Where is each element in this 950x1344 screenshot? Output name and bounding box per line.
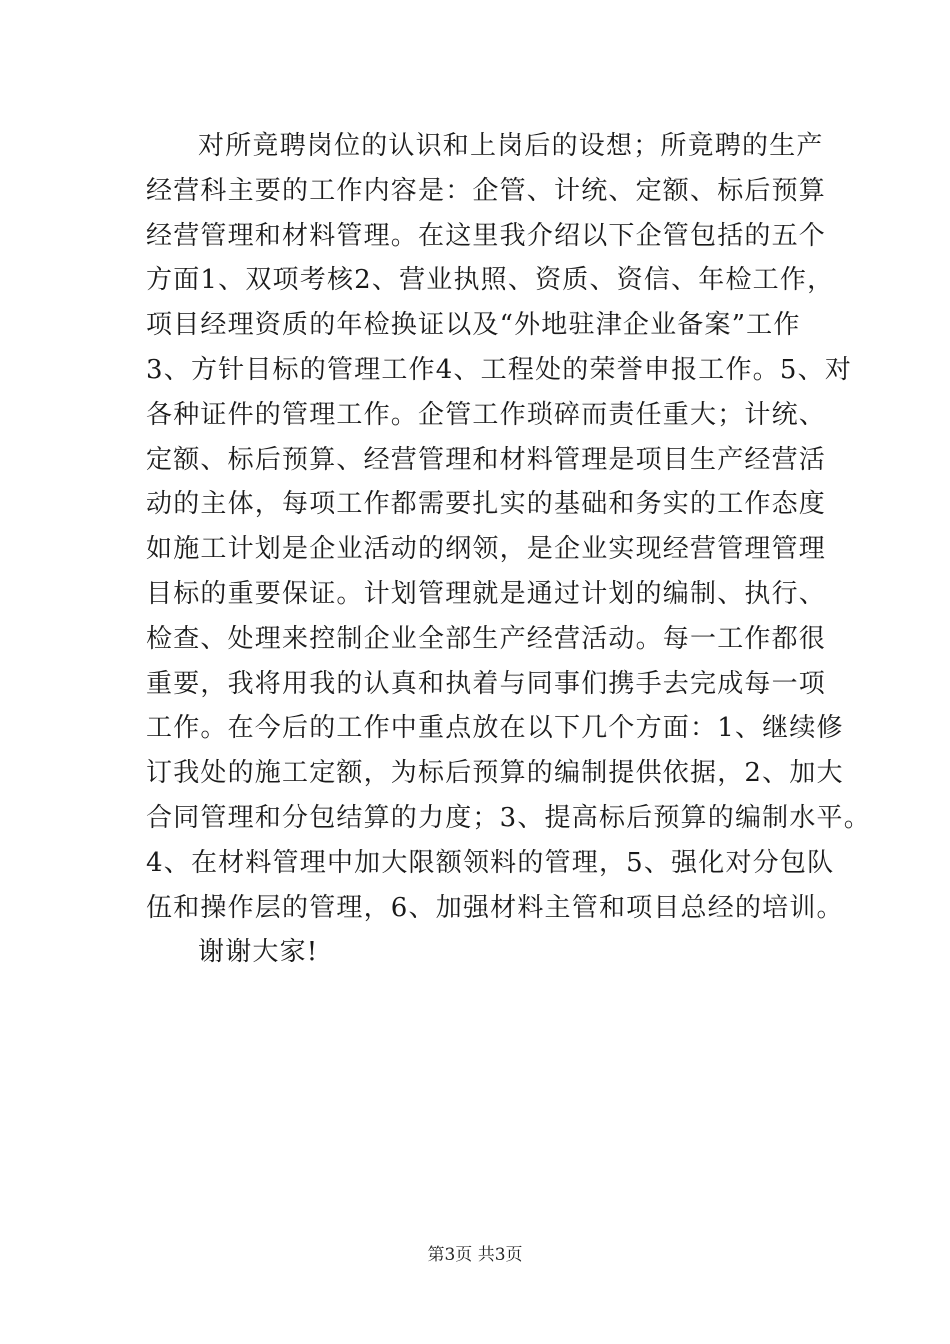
paragraph-line-16: 合同管理和分包结算的力度；3、提高标后预算的编制水平。: [146, 802, 871, 833]
paragraph-line-18: 伍和操作层的管理，6、加强材料主管和项目总经的培训。: [146, 892, 844, 923]
closing-line: 谢谢大家!: [198, 937, 319, 968]
page-number: 第3页 共3页: [427, 1245, 523, 1265]
paragraph-line-7: 各种证件的管理工作。企管工作琐碎而责任重大；计统、: [146, 399, 827, 430]
paragraph-line-10: 如施工计划是企业活动的纲领，是企业实现经营管理管理: [146, 534, 827, 565]
paragraph-line-5: 项目经理资质的年检换证以及“外地驻津企业备案”工作: [146, 310, 801, 341]
paragraph-line-14: 工作。在今后的工作中重点放在以下几个方面：1、继续修: [146, 713, 844, 744]
paragraph-line-6: 3、方针目标的管理工作4、工程处的荣誉申报工作。5、对: [146, 354, 853, 385]
paragraph-line-9: 动的主体，每项工作都需要扎实的基础和务实的工作态度: [146, 489, 827, 520]
paragraph-line-3: 经营管理和材料管理。在这里我介绍以下企管包括的五个: [146, 220, 827, 251]
paragraph-line-1: 对所竟聘岗位的认识和上岗后的设想；所竟聘的生产: [198, 131, 824, 161]
page-footer: [0, 1240, 950, 1265]
paragraph-line-11: 目标的重要保证。计划管理就是通过计划的编制、执行、: [146, 578, 827, 609]
paragraph-line-15: 订我处的施工定额，为标后预算的编制提供依据，2、加大: [146, 758, 844, 789]
body-text: [146, 124, 871, 975]
paragraph-line-8: 定额、标后预算、经营管理和材料管理是项目生产经营活: [146, 444, 827, 475]
paragraph-line-12: 检查、处理来控制企业全部生产经营活动。每一工作都很: [146, 623, 827, 654]
paragraph-line-13: 重要，我将用我的认真和执着与同事们携手去完成每一项: [146, 668, 827, 699]
paragraph-line-2: 经营科主要的工作内容是：企管、计统、定额、标后预算: [146, 175, 827, 206]
paragraph-line-17: 4、在材料管理中加大限额领料的管理，5、强化对分包队: [146, 847, 835, 878]
paragraph-line-4: 方面1、双项考核2、营业执照、资质、资信、年检工作，: [146, 265, 835, 296]
